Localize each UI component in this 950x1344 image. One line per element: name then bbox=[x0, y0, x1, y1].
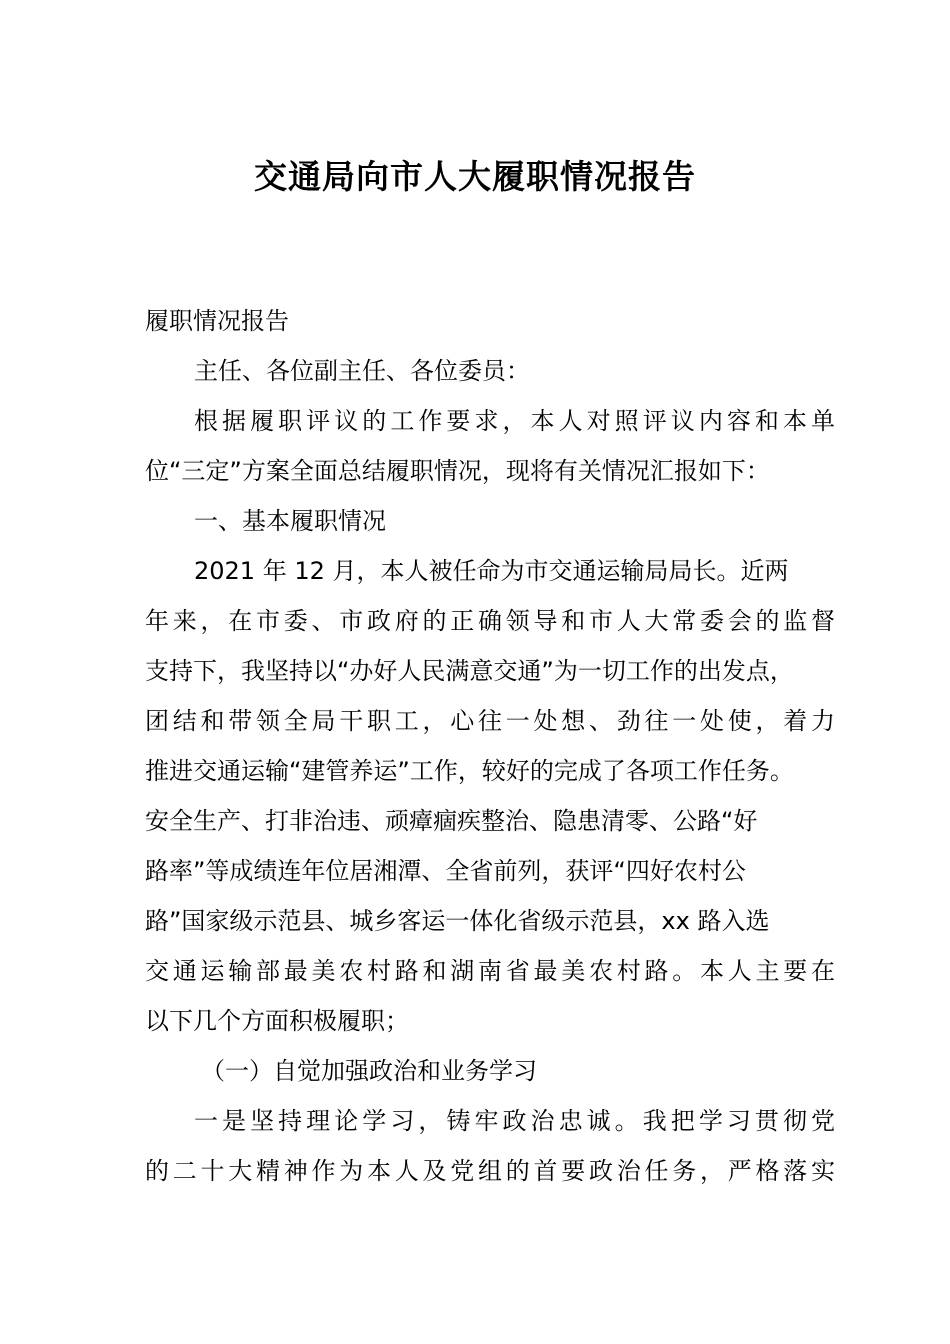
paragraph-line: 交通运输部最美农村路和湖南省最美农村路。本人主要在 bbox=[145, 957, 835, 985]
paragraph-line: 年来，在市委、市政府的正确领导和市人大常委会的监督 bbox=[145, 607, 835, 635]
paragraph-line: 的二十大精神作为本人及党组的首要政治任务，严格落实 bbox=[145, 1157, 835, 1185]
document-title: 交通局向市人大履职情况报告 bbox=[254, 157, 696, 196]
section-heading: 一、基本履职情况 bbox=[194, 507, 386, 535]
paragraph-line: 以下几个方面积极履职； bbox=[145, 1007, 409, 1035]
paragraph-line: 支持下，我坚持以“办好人民满意交通”为一切工作的出发点， bbox=[145, 657, 794, 685]
paragraph-line: 安全生产、打非治违、顽瘴痼疾整治、隐患清零、公路“好 bbox=[145, 807, 758, 835]
document-body bbox=[145, 296, 835, 1196]
paragraph-line: 路率”等成绩连年位居湘潭、全省前列，获评“四好农村公 bbox=[145, 857, 746, 885]
paragraph-line: 推进交通运输“建管养运”工作，较好的完成了各项工作任务。 bbox=[145, 757, 794, 785]
paragraph-line: 2021 年 12 月，本人被任命为市交通运输局局长。近两 bbox=[194, 557, 789, 585]
paragraph-line: 一是坚持理论学习，铸牢政治忠诚。我把学习贯彻党 bbox=[194, 1107, 835, 1135]
subsection-heading: （一）自觉加强政治和业务学习 bbox=[201, 1057, 537, 1085]
paragraph-line: 团结和带领全局干职工，心往一处想、劲往一处使，着力 bbox=[145, 707, 835, 735]
paragraph-line: 根据履职评议的工作要求，本人对照评议内容和本单 bbox=[194, 407, 835, 435]
paragraph-line: 路”国家级示范县、城乡客运一体化省级示范县，xx 路入选 bbox=[145, 907, 770, 935]
report-subtitle: 履职情况报告 bbox=[145, 307, 289, 335]
paragraph-line: 位“三定”方案全面总结履职情况，现将有关情况汇报如下： bbox=[145, 457, 770, 485]
salutation: 主任、各位副主任、各位委员： bbox=[194, 357, 530, 385]
